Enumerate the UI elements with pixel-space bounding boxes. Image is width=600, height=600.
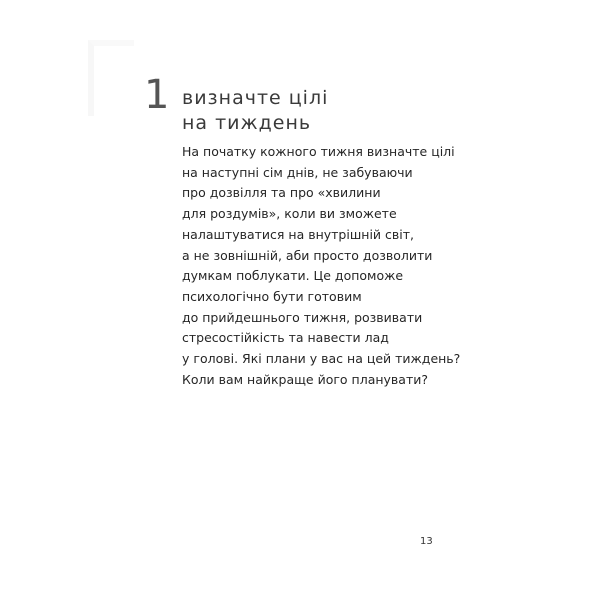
show-through-mark bbox=[88, 40, 134, 116]
page-number: 13 bbox=[420, 536, 433, 547]
body-line: для роздумів», коли ви зможете bbox=[182, 206, 397, 222]
chapter-title-line: визначте цілі bbox=[182, 87, 329, 109]
chapter-title bbox=[182, 86, 328, 136]
body-line: а не зовнішній, аби просто дозволити bbox=[182, 247, 433, 263]
body-line: думкам поблукати. Це допоможе bbox=[182, 268, 404, 284]
body-line: На початку кожного тижня визначте цілі bbox=[182, 144, 455, 159]
body-line: про дозвілля та про «хвилини bbox=[182, 185, 381, 201]
body-line: Коли вам найкраще його планувати? bbox=[182, 371, 428, 387]
chapter-number: 1 bbox=[144, 72, 170, 118]
body-line: психологічно бути готовим bbox=[182, 288, 362, 304]
body-line: у голові. Які плани у вас на цей тиждень? bbox=[182, 351, 461, 367]
body-line: на наступні сім днів, не забуваючи bbox=[182, 164, 413, 180]
body-line: до прийдешнього тижня, розвивати bbox=[182, 309, 423, 325]
chapter-title-line: на тиждень bbox=[182, 112, 312, 134]
body-paragraph bbox=[182, 142, 460, 390]
body-line: налаштуватися на внутрішній світ, bbox=[182, 226, 414, 242]
body-line: стресостійкість та навести лад bbox=[182, 330, 389, 346]
